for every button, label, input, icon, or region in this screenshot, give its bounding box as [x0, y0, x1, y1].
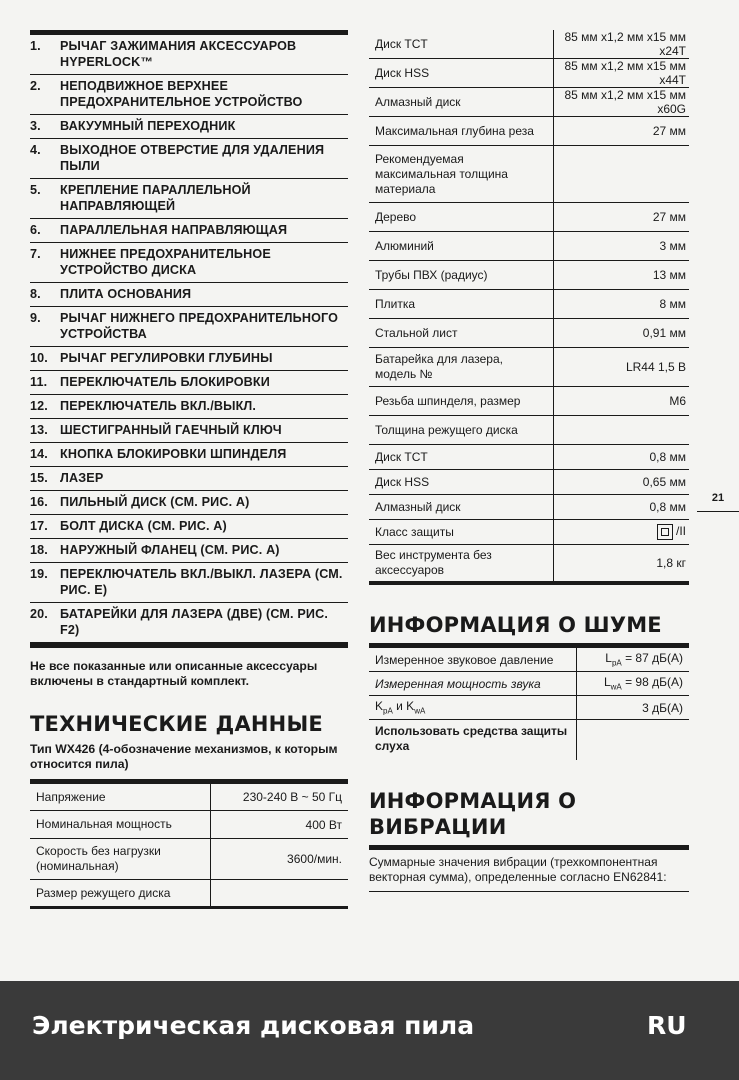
part-number: 4. [30, 143, 41, 157]
parts-list [30, 35, 348, 643]
part-number: 2. [30, 79, 41, 93]
spec-table [369, 30, 689, 585]
spec-label: Рекомендуемая максимальная толщина материала [369, 146, 554, 203]
list-item [30, 539, 348, 563]
spec-label: Скорость без нагрузки (номинальная) [30, 839, 211, 880]
spec-label: Трубы ПВХ (радиус) [369, 261, 554, 290]
protection-class-text: /II [675, 524, 686, 539]
spec-value [554, 146, 690, 203]
part-name: ЛАЗЕР [60, 471, 104, 485]
table-row [369, 319, 689, 348]
part-number: 14. [30, 447, 48, 461]
spec-label: Номинальная мощность [30, 811, 211, 839]
vibration-heading: ИНФОРМАЦИЯ О ВИБРАЦИИ [369, 789, 577, 839]
accessories-note: Не все показанные или описанные аксессуары включены в стандартный комплект. [30, 659, 318, 688]
part-name: ПЛИТА ОСНОВАНИЯ [60, 287, 192, 301]
protection-class-value [554, 520, 690, 545]
table-row [30, 880, 348, 908]
spec-value: LR44 1,5 В [554, 348, 690, 387]
noise-pressure-label: Измеренное звуковое давление [369, 646, 577, 672]
table-row [369, 232, 689, 261]
list-item [30, 443, 348, 467]
spec-value: 400 Вт [211, 811, 349, 839]
spec-label: Резьба шпинделя, размер [369, 387, 554, 416]
table-row [369, 720, 689, 761]
spec-label: Размер режущего диска [30, 880, 211, 908]
list-item [30, 307, 348, 347]
hearing-protection-value [577, 720, 690, 761]
spec-value: 3600/мин. [211, 839, 349, 880]
list-item [30, 347, 348, 371]
spec-value: 27 мм [554, 117, 690, 146]
part-name: РЫЧАГ НИЖНЕГО ПРЕДОХРАНИТЕЛЬНОГО УСТРОЙСТВА [60, 311, 339, 341]
list-item [30, 35, 348, 75]
table-row [369, 88, 689, 117]
list-item [30, 115, 348, 139]
spec-label: Класс защиты [369, 520, 554, 545]
noise-heading: ИНФОРМАЦИЯ О ШУМЕ [369, 613, 662, 637]
spec-label: Дерево [369, 203, 554, 232]
tech-data-table [30, 779, 348, 909]
part-name: НЕПОДВИЖНОЕ ВЕРХНЕЕ ПРЕДОХРАНИТЕЛЬНОЕ УСТРОЙСТВО [60, 79, 303, 109]
list-item [30, 243, 348, 283]
table-row [369, 203, 689, 232]
part-number: 3. [30, 119, 41, 133]
noise-pressure-value: $L_{pA} = 87$ дБ(А) [577, 646, 690, 672]
spec-value: 0,8 мм [554, 445, 690, 470]
list-item [30, 491, 348, 515]
noise-power-label: Измеренная мощность звука [369, 672, 577, 696]
spec-label: Плитка [369, 290, 554, 319]
part-number: 10. [30, 351, 48, 365]
list-item [30, 219, 348, 243]
spec-value: 230-240 В ~ 50 Гц [211, 782, 349, 811]
table-row [369, 348, 689, 387]
part-name: НИЖНЕЕ ПРЕДОХРАНИТЕЛЬНОЕ УСТРОЙСТВО ДИСКА [60, 247, 271, 277]
part-number: 11. [30, 375, 48, 389]
part-name: ПЕРЕКЛЮЧАТЕЛЬ ВКЛ./ВЫКЛ. [60, 399, 257, 413]
part-number: 5. [30, 183, 41, 197]
spec-value: 27 мм [554, 203, 690, 232]
table-row [369, 30, 689, 59]
table-row [30, 839, 348, 880]
list-item [30, 75, 348, 115]
footer-language: RU [647, 1011, 687, 1040]
part-name: ВЫХОДНОЕ ОТВЕРСТИЕ ДЛЯ УДАЛЕНИЯ ПЫЛИ [60, 143, 325, 173]
part-number: 1. [30, 39, 41, 53]
part-name: ВАКУУМНЫЙ ПЕРЕХОДНИК [60, 119, 236, 133]
table-row [369, 545, 689, 584]
table-row [369, 696, 689, 720]
table-row [30, 811, 348, 839]
list-item [30, 179, 348, 219]
table-row [369, 261, 689, 290]
part-name: БОЛТ ДИСКА (СМ. РИС. A) [60, 519, 227, 533]
spec-label: Диск TCT [369, 30, 554, 59]
list-item [30, 419, 348, 443]
part-number: 12. [30, 399, 48, 413]
spec-value [554, 416, 690, 445]
part-name: КРЕПЛЕНИЕ ПАРАЛЛЕЛЬНОЙ НАПРАВЛЯЮЩЕЙ [60, 183, 251, 213]
footer-title: Электрическая дисковая пила [32, 1011, 475, 1040]
spec-label: Батарейка для лазера, модель № [369, 348, 554, 387]
table-row [369, 146, 689, 203]
list-item [30, 371, 348, 395]
type-line: Тип WX426 (4-обозначение механизмов, к которым относится пила) [30, 742, 338, 771]
table-row [369, 646, 689, 672]
table-row [369, 416, 689, 445]
part-number: 16. [30, 495, 48, 509]
list-item [30, 283, 348, 307]
part-name: РЫЧАГ ЗАЖИМАНИЯ АКСЕССУАРОВ HYPERLOCK™ [60, 39, 297, 69]
part-name: ПЕРЕКЛЮЧАТЕЛЬ ВКЛ./ВЫКЛ. ЛАЗЕРА (СМ. РИС. E) [60, 567, 343, 597]
table-row [369, 387, 689, 416]
spec-label: Алмазный диск [369, 88, 554, 117]
left-column [30, 30, 348, 909]
spec-value [211, 880, 349, 908]
blade-spec-value: 85 мм x1,2 мм x15 мм x24T [554, 30, 690, 59]
hearing-protection-label: Использовать средства защиты слуха [375, 724, 568, 753]
spec-value: 0,65 мм [554, 470, 690, 495]
noise-k-value: 3 дБ(А) [577, 696, 690, 720]
table-row [30, 782, 348, 811]
spec-label: Вес инструмента без аксессуаров [369, 545, 554, 584]
parts-list-bottom-rule [30, 643, 348, 648]
part-number: 15. [30, 471, 48, 485]
page-number: 21 [697, 485, 739, 512]
vibration-text: Суммарные значения вибрации (трехкомпонентная векторная сумма), определенные согласно EN62841: [369, 845, 689, 892]
noise-k-label: $K_{pA}$ и $K_{wA}$ [369, 696, 577, 720]
part-name: БАТАРЕЙКИ ДЛЯ ЛАЗЕРА (ДВЕ) (СМ. РИС. F2) [60, 607, 328, 637]
spec-label: Диск HSS [369, 470, 554, 495]
part-number: 20. [30, 607, 48, 621]
part-number: 19. [30, 567, 48, 581]
spec-label: Максимальная глубина реза [369, 117, 554, 146]
spec-label: Стальной лист [369, 319, 554, 348]
table-row [369, 495, 689, 520]
spec-label: Диск TCT [369, 445, 554, 470]
spec-label: Диск HSS [369, 59, 554, 88]
part-number: 7. [30, 247, 41, 261]
part-number: 17. [30, 519, 48, 533]
table-row [369, 470, 689, 495]
part-number: 8. [30, 287, 41, 301]
table-row [369, 520, 689, 545]
table-row [369, 672, 689, 696]
right-column [369, 30, 689, 892]
blade-spec-value: 85 мм x1,2 мм x15 мм x60G [554, 88, 690, 117]
part-name: НАРУЖНЫЙ ФЛАНЕЦ (СМ. РИС. A) [60, 543, 280, 557]
part-number: 6. [30, 223, 41, 237]
spec-value: 1,8 кг [554, 545, 690, 584]
part-name: ПЕРЕКЛЮЧАТЕЛЬ БЛОКИРОВКИ [60, 375, 270, 389]
spec-value: 3 мм [554, 232, 690, 261]
spec-value: M6 [554, 387, 690, 416]
part-name: ПИЛЬНЫЙ ДИСК (СМ. РИС. A) [60, 495, 250, 509]
spec-value: 0,91 мм [554, 319, 690, 348]
part-number: 13. [30, 423, 48, 437]
part-number: 9. [30, 311, 41, 325]
spec-value: 8 мм [554, 290, 690, 319]
blade-spec-value: 85 мм x1,2 мм x15 мм x44T [554, 59, 690, 88]
noise-table [369, 643, 689, 760]
list-item [30, 467, 348, 491]
spec-value: 13 мм [554, 261, 690, 290]
double-insulation-icon [657, 524, 673, 540]
spec-label: Алюминий [369, 232, 554, 261]
list-item [30, 515, 348, 539]
spec-label: Напряжение [30, 782, 211, 811]
part-name: КНОПКА БЛОКИРОВКИ ШПИНДЕЛЯ [60, 447, 287, 461]
list-item [30, 139, 348, 179]
tech-data-heading: ТЕХНИЧЕСКИЕ ДАННЫЕ [30, 712, 323, 736]
part-number: 18. [30, 543, 48, 557]
noise-power-value: $L_{wA} = 98$ дБ(А) [577, 672, 690, 696]
table-row [369, 445, 689, 470]
list-item [30, 395, 348, 419]
footer-bar [0, 981, 739, 1080]
table-row [369, 290, 689, 319]
list-item [30, 563, 348, 603]
list-item [30, 603, 348, 643]
table-row [369, 59, 689, 88]
spec-label: Алмазный диск [369, 495, 554, 520]
part-name: РЫЧАГ РЕГУЛИРОВКИ ГЛУБИНЫ [60, 351, 273, 365]
spec-label: Толщина режущего диска [369, 416, 554, 445]
spec-value: 0,8 мм [554, 495, 690, 520]
part-name: ШЕСТИГРАННЫЙ ГАЕЧНЫЙ КЛЮЧ [60, 423, 282, 437]
part-name: ПАРАЛЛЕЛЬНАЯ НАПРАВЛЯЮЩАЯ [60, 223, 288, 237]
table-row [369, 117, 689, 146]
